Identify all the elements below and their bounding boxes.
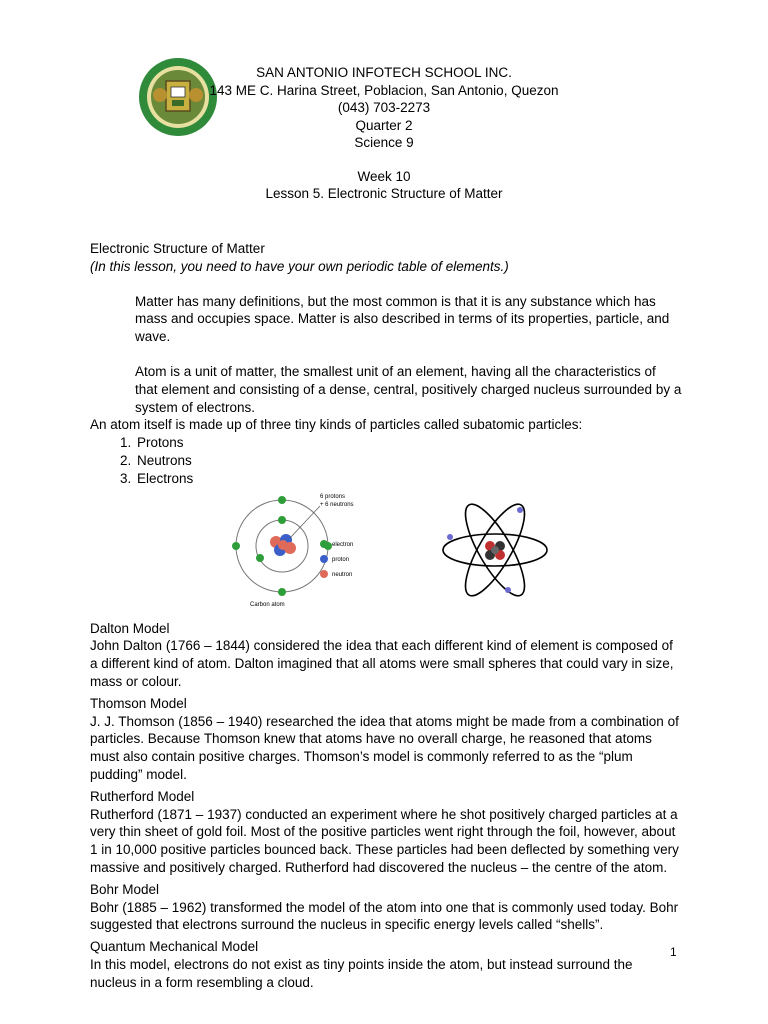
legend-electron: electron (332, 541, 354, 548)
model-text: John Dalton (1766 – 1844) considered the idea that each different kind of element is composed of a different kind of atom. Dalton imagined that all atoms were small spheres that could vary in size, mass or colour. (90, 638, 674, 689)
document-header (200, 64, 568, 203)
school-phone: (043) 703-2273 (337, 100, 431, 115)
model-title: Bohr Model (90, 881, 160, 897)
matter-text: has many definitions, but the most common is that it is any substance which has mass and occupies space. Matter is also described in terms of its properties, particle, and wave. (135, 293, 670, 345)
model-title: Rutherford Model (90, 788, 195, 804)
matter-paragraph (90, 293, 682, 346)
atom-figures (90, 488, 682, 616)
particle-list (90, 434, 682, 487)
model-text: In this model, electrons do not exist as tiny points inside the atom, but instead surround the nucleus in a form resembling a cloud. (90, 956, 633, 990)
model-title: Thomson Model (90, 695, 187, 711)
page-number: 1 (670, 945, 677, 959)
model-text: Bohr (1885 – 1962) transformed the model of the atom into one that is commonly used today. Bohr suggested that electrons surround the nucleus in specific energy levels called “shells”. (90, 899, 679, 933)
model-title: Quantum Mechanical Model (90, 939, 259, 955)
atom-term: Atom (135, 363, 167, 379)
list-item: 1. Protons (135, 434, 682, 452)
legend-neutron: neutron (332, 571, 353, 578)
quarter-label: Quarter 2 (355, 117, 413, 133)
section-title: Electronic Structure of Matter (90, 241, 265, 256)
subatomic-term: subatomic particles (462, 417, 579, 433)
atom-text: is a unit of matter, the smallest unit of an element, having all the characteristics of that element and consisting of a dense, central, positively charged nucleus surrounded by a system of electrons. (135, 363, 682, 415)
subatomic-paragraph: An atom itself is made up of three tiny kinds of particles called subatomic particles: (90, 417, 583, 433)
matter-term: Matter (135, 293, 174, 309)
model-text: J. J. Thomson (1856 – 1940) researched the idea that atoms might be made from a combination of particles. Because Thomson knew that atoms have no overall charge, he reasoned that atoms must also contain positive charges. Thomson’s model is commonly referred to as the “plum pudding” model. (90, 713, 679, 782)
school-name: SAN ANTONIO INFOTECH SCHOOL INC. (256, 65, 512, 80)
subject-label: Science 9 (354, 135, 414, 150)
document-body (90, 240, 682, 992)
protons-label: 6 protons (320, 493, 346, 500)
figure-caption: Carbon atom (250, 601, 285, 608)
legend-proton: proton (332, 556, 350, 563)
model-lead: John Dalton (90, 638, 163, 654)
week-label: Week 10 (357, 168, 411, 184)
neutrons-label: + 6 neutrons (320, 501, 354, 508)
orbital-atom-diagram (440, 488, 550, 613)
school-address: 143 ME C. Harina Street, Poblacion, San Antonio, Quezon (209, 82, 559, 98)
atom-paragraph (90, 363, 682, 416)
section-note: (In this lesson, you need to have your own periodic table of elements.) (90, 258, 509, 274)
nucleus (485, 541, 505, 560)
lesson-title: Lesson 5. Electronic Structure of Matter (265, 186, 503, 201)
nucleus (270, 534, 296, 556)
model-title: Dalton Model (90, 620, 170, 636)
list-item: 3. Electrons (135, 470, 682, 488)
model-text: Rutherford (1871 – 1937) conducted an experiment where he shot positively charged particles at a very thin sheet of gold foil. Most of the positive particles went right through the foil, however, about 1 in 10,000 positive particles bounced back. These particles had been deflected by something very massive and positively charged. Rutherford had discovered the nucleus – the centre of the atom. (90, 806, 679, 875)
carbon-atom-diagram (220, 488, 370, 608)
list-item: 2. Neutrons (135, 452, 682, 470)
